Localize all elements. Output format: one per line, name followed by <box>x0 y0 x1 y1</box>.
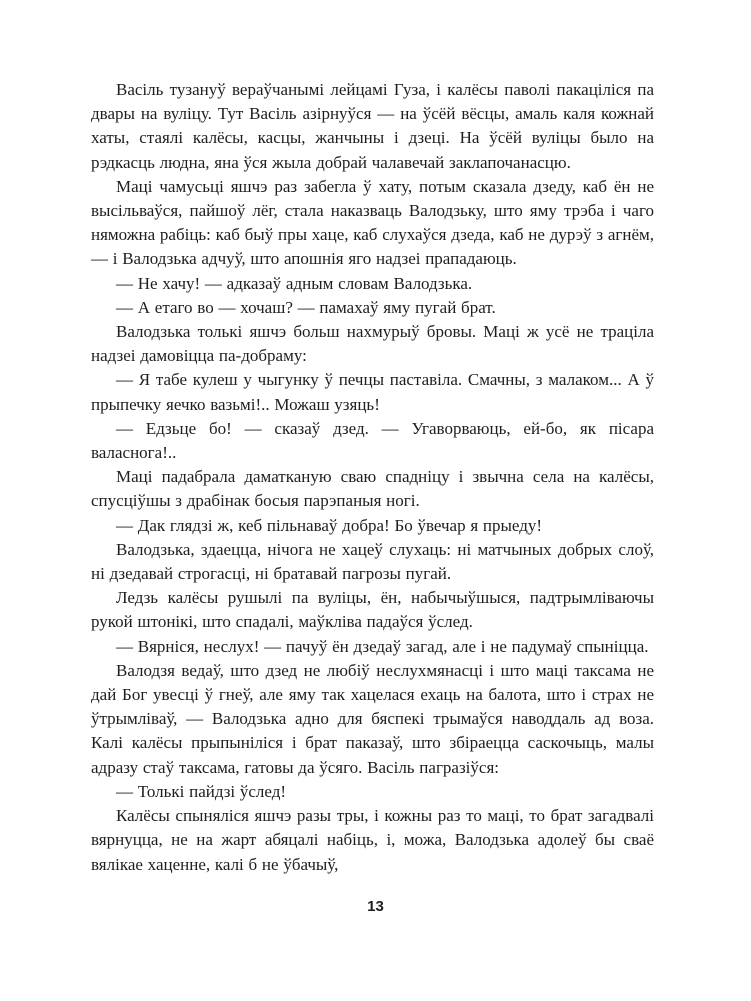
paragraph: — Дак глядзі ж, кеб пільнаваў добра! Бо ўвечар я прыеду! <box>116 515 543 535</box>
paragraph: Маці падабрала даматканую сваю спадніцу і звычна села на калёсы, спусціўшы з драбінак босыя парэпаныя ногі. <box>91 467 654 511</box>
paragraph: Валодзька толькі яшчэ больш нахмурыў бровы. Маці ж усё не траціла надзеі дамовіцца па-добраму: <box>91 322 654 366</box>
page-body <box>91 78 654 877</box>
paragraph: Ледзь калёсы рушылі па вуліцы, ён, набычыўшыся, падтрымліваючы рукой штонікі, што спадалі, маўкліва падаўся ўслед. <box>91 588 654 632</box>
paragraph: — Не хачу! — адказаў адным словам Валодзька. <box>116 273 473 293</box>
paragraph: Маці чамусьці яшчэ раз забегла ў хату, потым сказала дзеду, каб ён не высільваўся, пайшоў лёг, стала наказваць Валодзьку, што яму трэба і чаго няможна рабіць: каб быў пры хаце, каб слухаўся дзеда, каб не дурэў з агнём, — і Валодзька адчуў, што апошнія яго надзеі прападаюць. <box>91 176 654 269</box>
page-number: 13 <box>367 898 384 915</box>
paragraph: Калёсы спыняліся яшчэ разы тры, і кожны раз то маці, то брат загадвалі вярнуцца, не на жарт абяцалі набіць, і, можа, Валодзька адолеў бы сваё вялікае хаценне, калі б не ўбачыў, <box>91 806 654 874</box>
paragraph: Валодзя ведаў, што дзед не любіў неслухмянасці і што маці таксама не дай Бог увесці ў гнеў, але яму так хацелася ехаць на балота, што і страх не ўтрымліваў, — Валодзька адно для бяспекі трымаўся наводдаль ад воза. Калі калёсы прыпыніліся і брат паказаў, што збіраецца саскочыць, малы адразу стаў таксама, гатовы да ўсяго. Васіль пагразіўся: <box>91 660 654 777</box>
paragraph: Васіль тузануў вераўчанымі лейцамі Гуза, і калёсы паволі пакаціліся па двары на вуліцу. Тут Васіль азірнуўся — на ўсёй вёсцы, амаль каля кожнай хаты, стаялі калёсы, касцы, жанчыны і дзеці. На ўсёй вуліцы было на рэдкасць людна, яна ўся жыла добрай чалавечай заклапочанасцю. <box>91 80 654 172</box>
paragraph: — Толькі пайдзі ўслед! <box>116 781 287 801</box>
paragraph: — А етаго во — хочаш? — памахаў яму пугай брат. <box>116 297 496 317</box>
paragraph: — Я табе кулеш у чыгунку ў печцы паставіла. Смачны, з малаком... А ў прыпечку яечко вазьмі!.. Можаш узяць! <box>91 370 654 414</box>
paragraph: — Едзьце бо! — сказаў дзед. — Угаворваюць, ей-бо, як пісара валаснога!.. <box>91 418 654 463</box>
paragraph: — Вярніся, неслух! — пачуў ён дзедаў загад, але і не падумаў спыніцца. <box>116 636 649 656</box>
paragraph: Валодзька, здаецца, нічога не хацеў слухаць: ні матчыных добрых слоў, ні дзедавай строгасці, ні братавай пагрозы пугай. <box>91 539 654 584</box>
